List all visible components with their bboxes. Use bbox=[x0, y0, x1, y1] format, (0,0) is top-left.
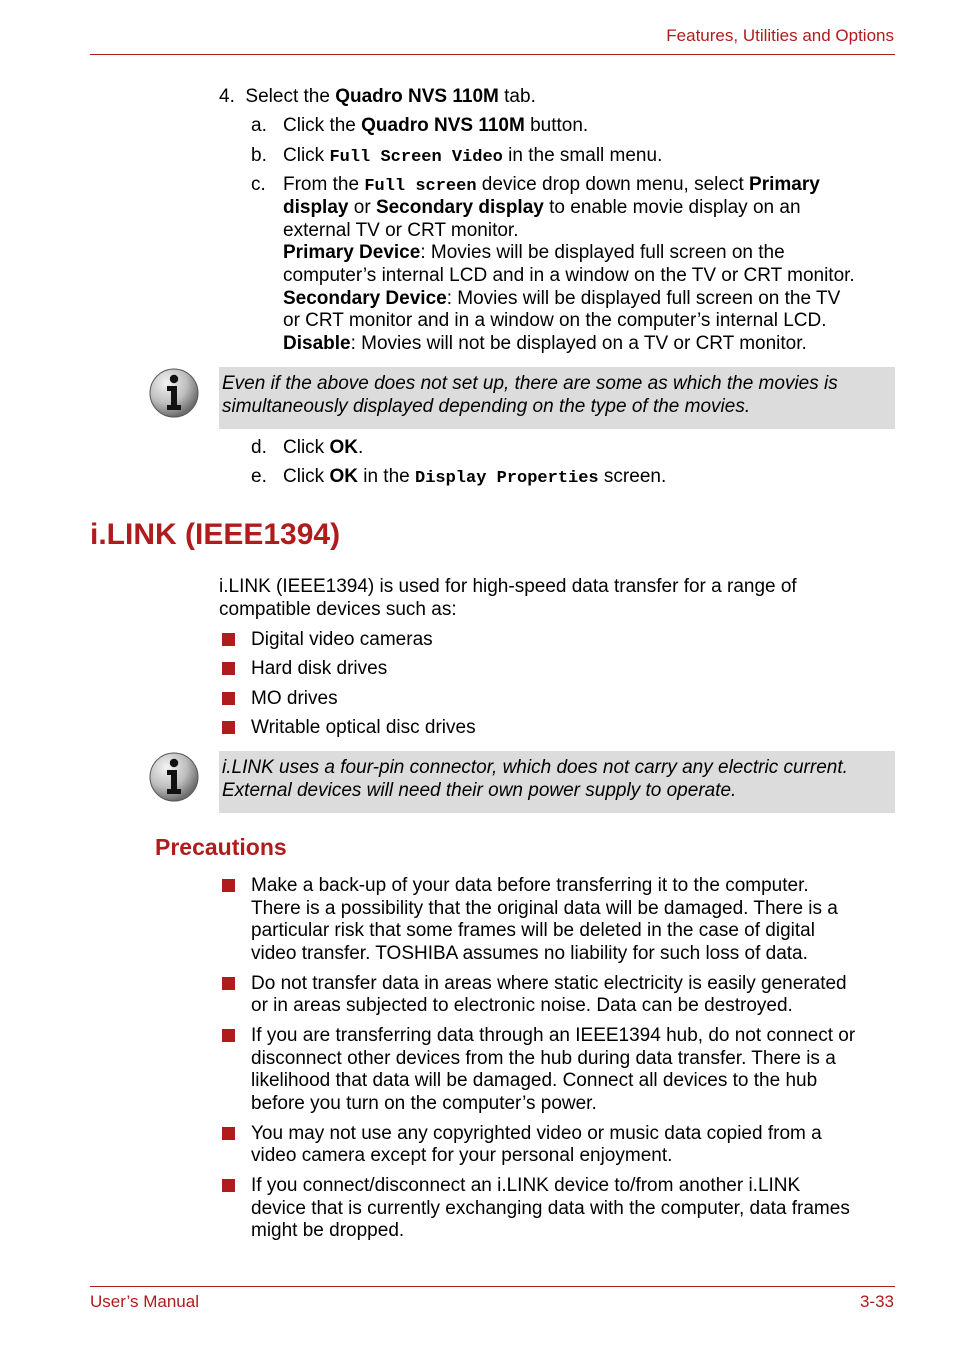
step-4a-letter: a. bbox=[251, 115, 267, 136]
list-item-cont: There is a possibility that the original data will be damaged. There is a bbox=[251, 898, 838, 919]
info-icon bbox=[148, 751, 200, 803]
list-item: You may not use any copyrighted video or music data copied from a bbox=[251, 1123, 822, 1144]
list-item: Do not transfer data in areas where static electricity is easily generated bbox=[251, 973, 847, 994]
square-bullet-icon bbox=[222, 662, 235, 675]
list-item: If you are transferring data through an IEEE1394 hub, do not connect or bbox=[251, 1025, 856, 1046]
list-item-cont: device that is currently exchanging data with the computer, data frames bbox=[251, 1198, 850, 1219]
note-1-line-1: Even if the above does not set up, there are some as which the movies is bbox=[222, 373, 838, 394]
note-2-line-2: External devices will need their own power supply to operate. bbox=[222, 780, 737, 801]
step-4b: Click Full Screen Video in the small menu. bbox=[283, 145, 663, 167]
list-item: Writable optical disc drives bbox=[251, 717, 476, 738]
square-bullet-icon bbox=[222, 633, 235, 646]
step-4d: Click OK. bbox=[283, 437, 364, 458]
list-item-cont: might be dropped. bbox=[251, 1220, 405, 1241]
list-item-cont: video camera except for your personal enjoyment. bbox=[251, 1145, 673, 1166]
note-2-line-1: i.LINK uses a four-pin connector, which does not carry any electric current. bbox=[222, 757, 848, 778]
list-item-cont: particular risk that some frames will be deleted in the case of digital bbox=[251, 920, 815, 941]
list-item: If you connect/disconnect an i.LINK device to/from another i.LINK bbox=[251, 1175, 801, 1196]
list-item-cont: disconnect other devices from the hub during data transfer. There is a bbox=[251, 1048, 836, 1069]
note-box-1 bbox=[219, 367, 895, 429]
list-item: Digital video cameras bbox=[251, 629, 433, 650]
square-bullet-icon bbox=[222, 721, 235, 734]
square-bullet-icon bbox=[222, 1179, 235, 1192]
square-bullet-icon bbox=[222, 977, 235, 990]
intro-line-1: i.LINK (IEEE1394) is used for high-speed data transfer for a range of bbox=[219, 576, 797, 597]
step-4e: Click OK in the Display Properties screen. bbox=[283, 466, 667, 488]
info-icon bbox=[148, 367, 200, 419]
list-item-cont: before you turn on the computer’s power. bbox=[251, 1093, 597, 1114]
note-1-line-2: simultaneously displayed depending on the type of the movies. bbox=[222, 396, 751, 417]
list-item-cont: video transfer. TOSHIBA assumes no liability for such loss of data. bbox=[251, 943, 808, 964]
list-item-cont: or in areas subjected to electronic noise. Data can be destroyed. bbox=[251, 995, 793, 1016]
page-number: 3-33 bbox=[859, 1292, 894, 1311]
step-4e-letter: e. bbox=[251, 466, 267, 487]
list-item: Make a back-up of your data before transferring it to the computer. bbox=[251, 875, 809, 896]
step-4: 4. Select the Quadro NVS 110M tab. bbox=[219, 86, 536, 107]
list-item: MO drives bbox=[251, 688, 338, 709]
square-bullet-icon bbox=[222, 1127, 235, 1140]
square-bullet-icon bbox=[222, 879, 235, 892]
footer-manual-title: User’s Manual bbox=[90, 1292, 199, 1311]
intro-line-2: compatible devices such as: bbox=[219, 599, 457, 620]
square-bullet-icon bbox=[222, 1029, 235, 1042]
precautions-heading: Precautions bbox=[155, 834, 287, 860]
square-bullet-icon bbox=[222, 692, 235, 705]
note-box-2 bbox=[219, 751, 895, 813]
step-4c-letter: c. bbox=[251, 174, 266, 195]
list-item-cont: likelihood that data will be damaged. Connect all devices to the hub bbox=[251, 1070, 818, 1091]
step-4d-letter: d. bbox=[251, 437, 267, 458]
list-item: Hard disk drives bbox=[251, 658, 388, 679]
header-rule bbox=[90, 54, 895, 55]
step-4a: Click the Quadro NVS 110M button. bbox=[283, 115, 589, 136]
section-heading: i.LINK (IEEE1394) bbox=[90, 518, 341, 551]
running-header: Features, Utilities and Options bbox=[666, 26, 894, 45]
footer-rule bbox=[90, 1286, 895, 1287]
step-4b-letter: b. bbox=[251, 145, 267, 166]
